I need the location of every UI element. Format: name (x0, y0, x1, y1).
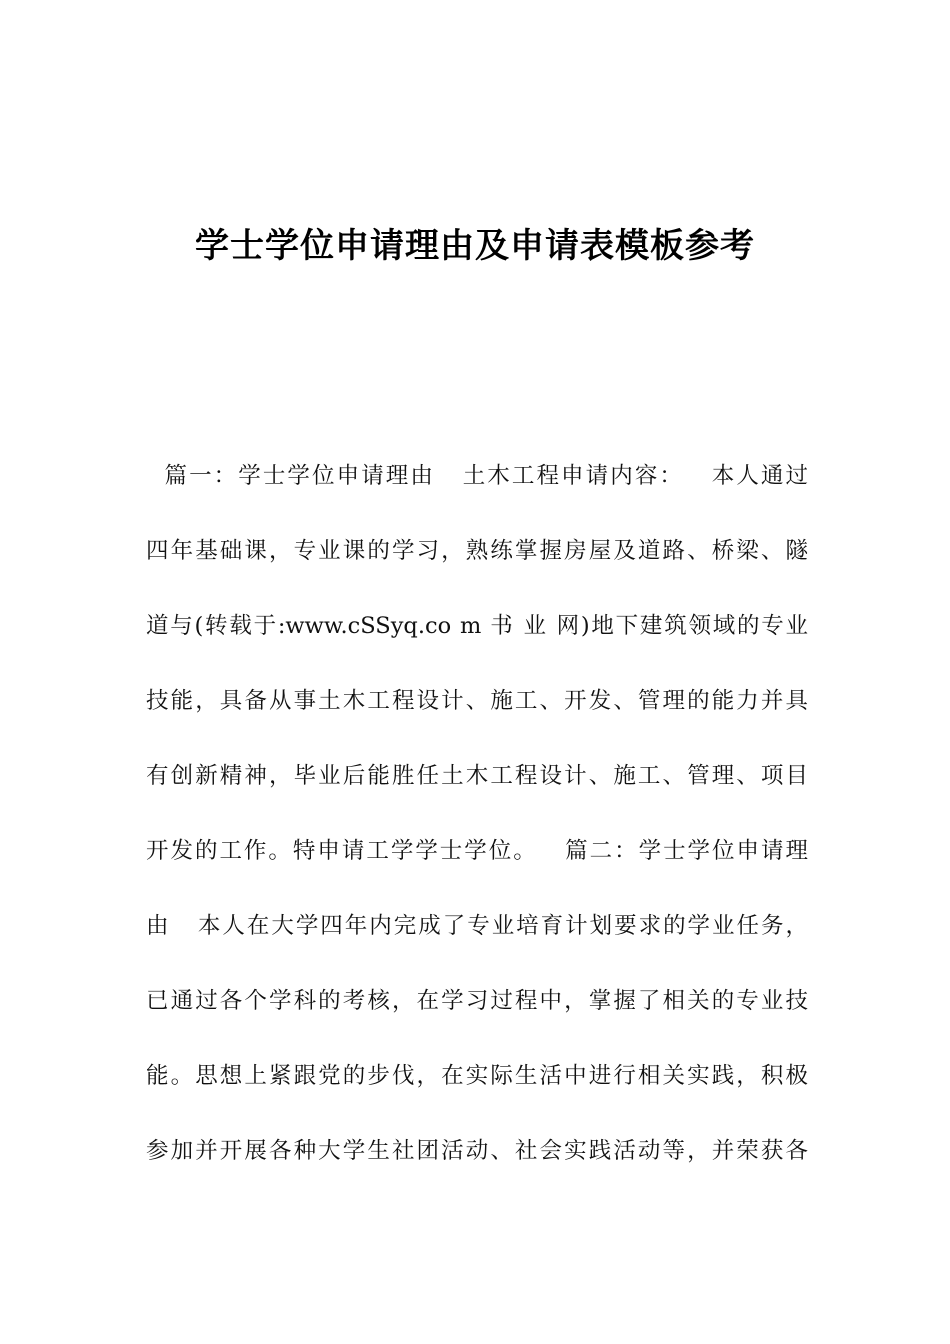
body-line: 四年基础课，专业课的学习，熟练掌握房屋及道路、桥梁、隧 (146, 538, 808, 564)
body-line: 篇一：学士学位申请理由 土木工程申请内容： 本人通过 (146, 463, 808, 489)
body-line: 由 本人在大学四年内完成了专业培育计划要求的学业任务， (146, 913, 808, 939)
document-title: 学士学位申请理由及申请表模板参考 (195, 226, 755, 266)
body-line: 已通过各个学科的考核，在学习过程中，掌握了相关的专业技 (146, 988, 808, 1014)
body-line: 参加并开展各种大学生社团活动、社会实践活动等，并荣获各 (146, 1138, 808, 1164)
body-line: 有创新精神，毕业后能胜任土木工程设计、施工、管理、项目 (146, 763, 808, 789)
body-line: 道与(转载于:www.cSSyq.co m 书 业 网)地下建筑领域的专业 (146, 613, 808, 639)
body-line: 技能，具备从事土木工程设计、施工、开发、管理的能力并具 (146, 688, 808, 714)
body-line: 开发的工作。特申请工学学士学位。 篇二：学士学位申请理 (146, 838, 808, 864)
document-body (146, 453, 808, 1203)
body-line: 能。思想上紧跟党的步伐，在实际生活中进行相关实践，积极 (146, 1063, 808, 1089)
